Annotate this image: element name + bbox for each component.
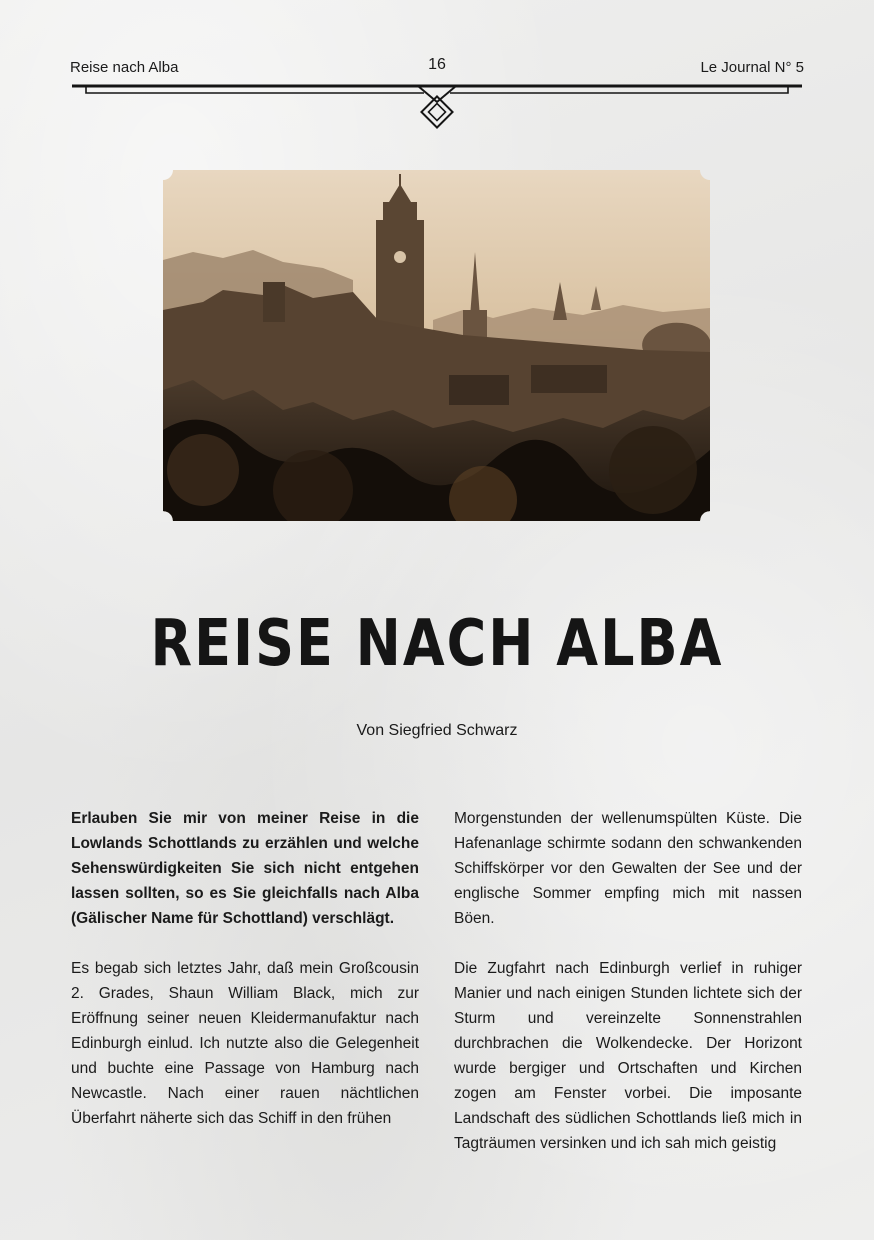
art-deco-header-rule <box>0 80 874 136</box>
article-paragraph: Die Zugfahrt nach Edinburgh verlief in ruhiger Manier und nach einigen Stunden lichtete sich der Sturm und vereinzelte Sonnenstrahlen durchbrachen die Wolkendecke. Der Horizont wurde bergiger und Ortschaften und Kirchen zogen am Fenster vorbei. Die imposante Landschaft des südlichen Schottlands ließ mich in Tagträumen versinken und ich sah mich geistig <box>454 960 802 1152</box>
running-title: Reise nach Alba <box>70 59 179 76</box>
article-paragraph: Morgenstunden der wellenumspülten Küste. Die Hafenanlage schirmte sodann den schwankenden Schiffskörper vor den Gewalten der See und der englische Sommer empfing mich mit nassen Böen. <box>454 810 802 927</box>
journal-issue: Le Journal N° 5 <box>700 59 804 76</box>
page-number: 16 <box>428 56 446 73</box>
edinburgh-skyline-photo <box>163 170 710 521</box>
article-title: REISE NACH ALBA <box>150 606 724 681</box>
article-lead: Erlauben Sie mir von meiner Reise in die Lowlands Schottlands zu erzählen und welche Sehenswürdigkeiten Sie sich nicht entgehen lassen sollten, so es Sie gleichfalls nach Alba (Gälischer Name für Schottland) verschlägt. <box>71 810 419 927</box>
article-byline: Von Siegfried Schwarz <box>356 722 518 739</box>
article-paragraph: Es begab sich letztes Jahr, daß mein Großcousin 2. Grades, Shaun William Black, mich zur Eröffnung seiner neuen Kleidermanufaktur nach Edinburgh einlud. Ich nutzte also die Gelegenheit und buchte eine Passage von Hamburg nach Newcastle. Nach einer rauen nächtlichen Überfahrt näherte sich das Schiff in den frühen <box>71 960 419 1127</box>
article-column-left <box>71 806 419 1131</box>
article-column-right <box>454 806 802 1156</box>
